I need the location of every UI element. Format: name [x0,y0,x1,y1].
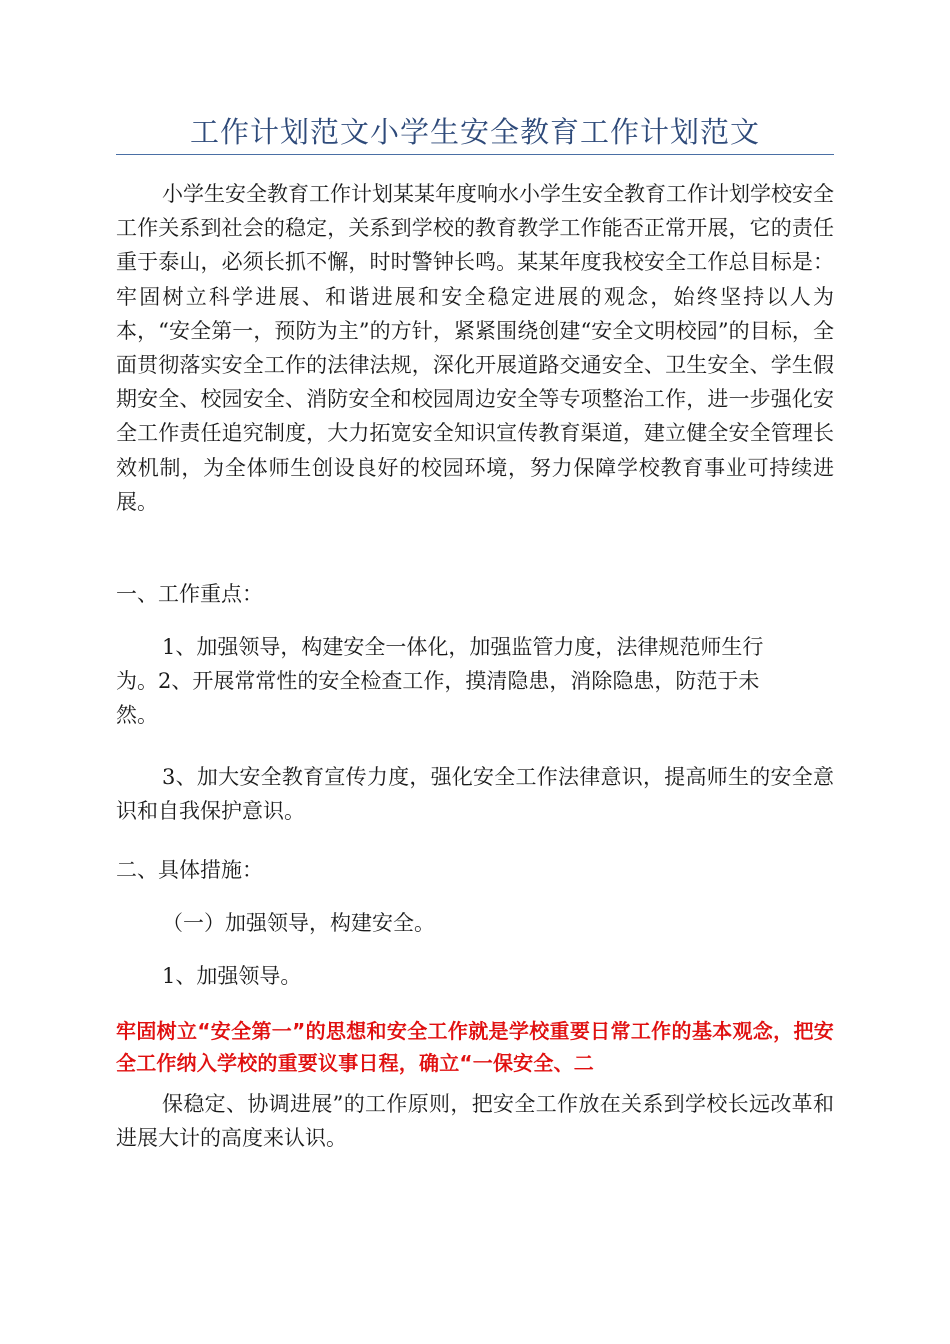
section1-items-1-2 [116,630,834,733]
subsection1-item1: 1、加强领导。 [162,964,302,988]
section1-heading: 一、工作重点： [116,582,263,606]
continuation-paragraph: 保稳定、协调进展”的工作原则，把安全工作放在关系到学校长远改革和进展大计的高度来认识。 [116,1092,834,1151]
highlighted-paragraph: 牢固树立“安全第一”的思想和安全工作就是学校重要日常工作的基本观念，把安全工作纳入学校的重要议事日程，确立“一保安全、二 [116,1019,834,1075]
section1-item3: 3、加大安全教育宣传力度，强化安全工作法律意识，提高师生的安全意识和自我保护意识。 [116,765,834,824]
section1-item12-line2: 为。2、开展常常性的安全检查工作，摸清隐患，消除隐患，防范于未 [116,669,760,694]
section1-item12-line1: 1、加强领导，构建安全一体化，加强监管力度，法律规范师生行 [162,635,764,659]
document-title: 工作计划范文小学生安全教育工作计划范文 [189,115,760,149]
section2-heading: 二、具体措施： [116,858,263,882]
intro-paragraph: 小学生安全教育工作计划某某年度响水小学生安全教育工作计划学校安全工作关系到社会的稳定，关系到学校的教育教学工作能否正常开展，它的责任重于泰山，必须长抓不懈，时时警钟长鸣。某某年度我校安全工作总目标是：牢固树立科学进展、和谐进展和安全稳定进展的观念，始终坚持以人为本，“安全第一，预防为主”的方针，紧紧围绕创建“安全文明校园”的目标，全面贯彻落实安全工作的法律法规，深化开展道路交通安全、卫生安全、学生假期安全、校园安全、消防安全和校园周边安全等专项整治工作，进一步强化安全工作责任追究制度，大力拓宽安全知识宣传教育渠道，建立健全安全管理长效机制，为全体师生创设良好的校园环境，努力保障学校教育事业可持续进展。 [116,182,834,514]
section1-item12-line3: 然。 [116,703,158,728]
title-underline [116,154,834,155]
subsection1-heading: （一）加强领导，构建安全。 [162,911,435,935]
